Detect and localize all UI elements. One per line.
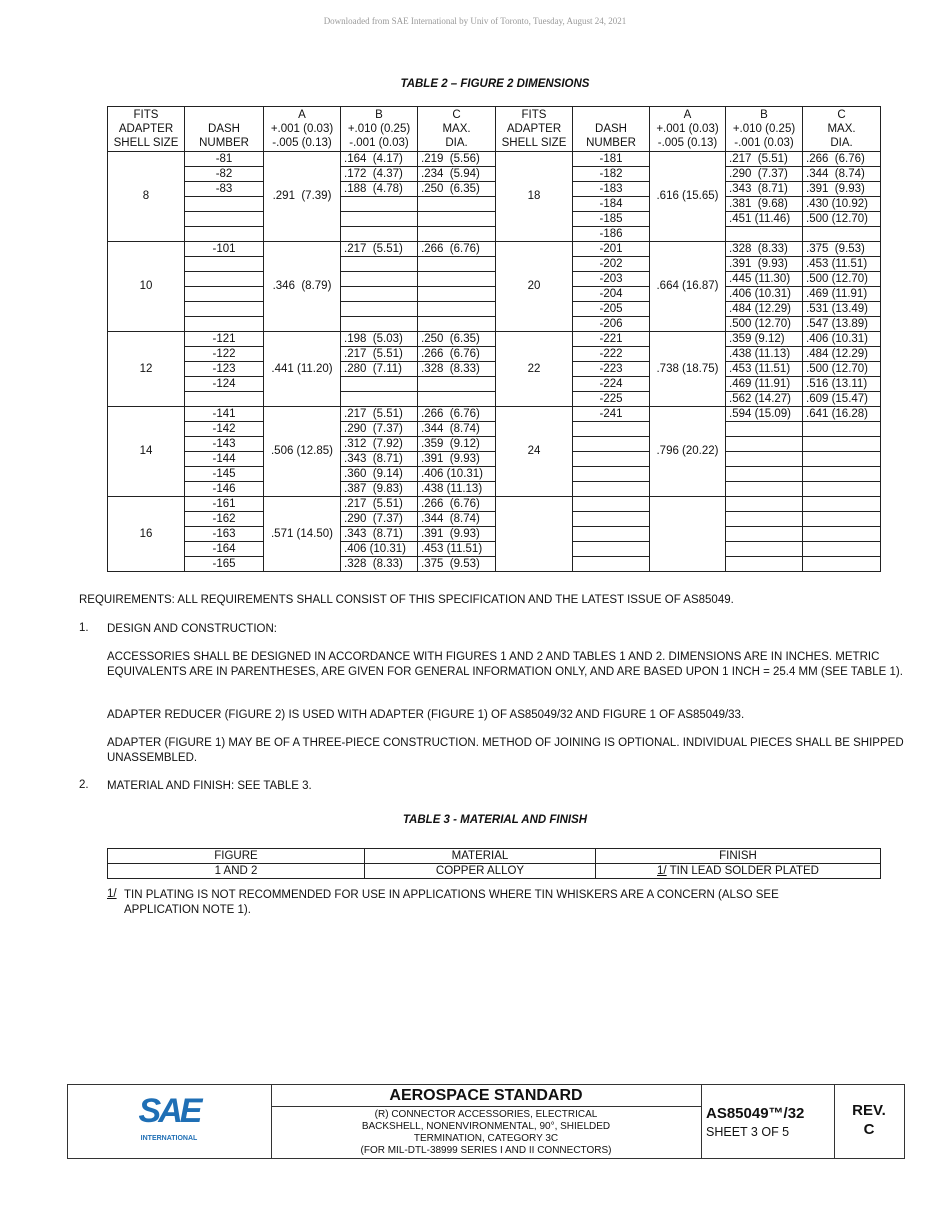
right-shell-size-cell: 24 (496, 407, 573, 497)
right-dim-b-cell (726, 512, 803, 527)
left-dim-b-cell (341, 317, 418, 332)
left-dim-c-cell: .453 (11.51) (418, 542, 496, 557)
header-a: A +.001 (0.03) -.005 (0.13) (650, 107, 726, 152)
table-row (108, 362, 881, 377)
left-dash-number-cell (185, 257, 264, 272)
right-dash-number-cell: -182 (573, 167, 650, 182)
right-dash-number-cell (573, 437, 650, 452)
table-row (108, 287, 881, 302)
right-shell-size-cell: 20 (496, 242, 573, 332)
right-dim-b-cell: .328 (8.33) (726, 242, 803, 257)
left-dim-b-cell (341, 392, 418, 407)
right-dash-number-cell: -184 (573, 197, 650, 212)
right-dash-number-cell: -202 (573, 257, 650, 272)
table-row (108, 542, 881, 557)
left-dim-c-cell (418, 317, 496, 332)
right-dim-c-cell: .500 (12.70) (803, 212, 881, 227)
left-dim-b-cell (341, 272, 418, 287)
right-dim-a-cell: .738 (18.75) (650, 332, 726, 407)
right-dash-number-cell: -241 (573, 407, 650, 422)
left-dim-c-cell (418, 212, 496, 227)
left-dim-b-cell: .290 (7.37) (341, 512, 418, 527)
right-dim-b-cell: .562 (14.27) (726, 392, 803, 407)
right-shell-size-cell: 18 (496, 152, 573, 242)
right-dash-number-cell: -204 (573, 287, 650, 302)
right-dim-b-cell: .451 (11.46) (726, 212, 803, 227)
left-dim-b-cell (341, 287, 418, 302)
cell-figure: 1 AND 2 (108, 864, 365, 879)
right-dash-number-cell (573, 482, 650, 497)
right-dim-b-cell (726, 542, 803, 557)
left-dim-b-cell (341, 227, 418, 242)
left-dash-number-cell: -145 (185, 467, 264, 482)
left-dash-number-cell: -162 (185, 512, 264, 527)
table-row (108, 527, 881, 542)
left-dim-b-cell: .406 (10.31) (341, 542, 418, 557)
header-c: C MAX. DIA. (803, 107, 881, 152)
left-dim-a-cell: .506 (12.85) (264, 407, 341, 497)
right-dim-c-cell: .453 (11.51) (803, 257, 881, 272)
document-number-block (701, 1085, 835, 1158)
left-dim-b-cell: .360 (9.14) (341, 467, 418, 482)
left-dim-b-cell: .387 (9.83) (341, 482, 418, 497)
right-dim-b-cell: .594 (15.09) (726, 407, 803, 422)
left-dash-number-cell (185, 287, 264, 302)
right-dim-c-cell (803, 557, 881, 572)
left-dim-c-cell: .391 (9.93) (418, 527, 496, 542)
table-row (108, 512, 881, 527)
left-dim-c-cell: .266 (6.76) (418, 407, 496, 422)
left-dash-number-cell: -83 (185, 182, 264, 197)
left-dim-b-cell: .217 (5.51) (341, 407, 418, 422)
table3-data-row (108, 864, 881, 879)
table-row (108, 317, 881, 332)
left-dash-number-cell: -81 (185, 152, 264, 167)
standard-heading: AEROSPACE STANDARD (271, 1085, 701, 1107)
sheet-number: SHEET 3 OF 5 (706, 1125, 790, 1139)
left-dash-number-cell: -143 (185, 437, 264, 452)
header-dash: DASH NUMBER (185, 107, 264, 152)
left-dim-b-cell: .198 (5.03) (341, 332, 418, 347)
table-row (108, 422, 881, 437)
cell-material: COPPER ALLOY (365, 864, 596, 879)
table-row (108, 392, 881, 407)
right-dim-b-cell (726, 467, 803, 482)
left-dim-b-cell: .217 (5.51) (341, 242, 418, 257)
left-dim-c-cell (418, 302, 496, 317)
left-dim-c-cell (418, 392, 496, 407)
left-dim-b-cell: .290 (7.37) (341, 422, 418, 437)
left-dash-number-cell: -144 (185, 452, 264, 467)
left-dash-number-cell: -165 (185, 557, 264, 572)
left-dim-b-cell: .217 (5.51) (341, 347, 418, 362)
table-row (108, 377, 881, 392)
left-shell-size-cell: 16 (108, 497, 185, 572)
right-shell-size-cell: 22 (496, 332, 573, 407)
header-figure: FIGURE (108, 849, 365, 864)
right-dash-number-cell (573, 512, 650, 527)
left-dim-c-cell (418, 227, 496, 242)
right-dim-b-cell: .438 (11.13) (726, 347, 803, 362)
left-dash-number-cell: -141 (185, 407, 264, 422)
header-b: B +.010 (0.25) -.001 (0.03) (341, 107, 418, 152)
right-dim-c-cell: .344 (8.74) (803, 167, 881, 182)
right-dim-b-cell: .343 (8.71) (726, 182, 803, 197)
right-dash-number-cell: -222 (573, 347, 650, 362)
header-a: A +.001 (0.03) -.005 (0.13) (264, 107, 341, 152)
right-dim-b-cell (726, 227, 803, 242)
right-dim-c-cell (803, 497, 881, 512)
right-dim-c-cell: .641 (16.28) (803, 407, 881, 422)
right-dash-number-cell: -181 (573, 152, 650, 167)
right-dim-b-cell: .453 (11.51) (726, 362, 803, 377)
table-row (108, 332, 881, 347)
left-dim-c-cell: .234 (5.94) (418, 167, 496, 182)
left-dash-number-cell: -146 (185, 482, 264, 497)
left-dim-b-cell (341, 302, 418, 317)
left-dim-c-cell (418, 377, 496, 392)
table-row (108, 557, 881, 572)
right-dim-a-cell (650, 497, 726, 572)
table-row (108, 152, 881, 167)
table-row (108, 272, 881, 287)
right-dash-number-cell (573, 557, 650, 572)
download-watermark: Downloaded from SAE International by Univ of Toronto, Tuesday, August 24, 2021 (323, 16, 627, 26)
header-material: MATERIAL (365, 849, 596, 864)
table-row (108, 437, 881, 452)
right-dim-c-cell: .516 (13.11) (803, 377, 881, 392)
right-dim-c-cell (803, 542, 881, 557)
right-dim-a-cell: .664 (16.87) (650, 242, 726, 332)
section2-heading: MATERIAL AND FINISH: SEE TABLE 3. (107, 780, 312, 792)
left-dash-number-cell: -163 (185, 527, 264, 542)
right-dash-number-cell: -183 (573, 182, 650, 197)
table2-title: TABLE 2 – FIGURE 2 DIMENSIONS (400, 78, 590, 90)
cell-finish (596, 864, 881, 879)
right-dim-c-cell: .484 (12.29) (803, 347, 881, 362)
left-dash-number-cell (185, 197, 264, 212)
right-dim-b-cell: .381 (9.68) (726, 197, 803, 212)
section1-paragraph-1: ACCESSORIES SHALL BE DESIGNED IN ACCORDANCE WITH FIGURES 1 AND 2 AND TABLES 1 AND 2. DIMENSIONS ARE IN INCHES. METRIC EQUIVALENTS ARE IN PARENTHESES, ARE GIVEN FOR GENERAL INFORMATION ONLY, AND ARE BASED UPON 1 INCH = 25.4 MM (SEE TABLE 1). (107, 651, 903, 678)
left-dash-number-cell: -124 (185, 377, 264, 392)
left-shell-size-cell: 10 (108, 242, 185, 332)
left-dim-c-cell: .375 (9.53) (418, 557, 496, 572)
left-dim-c-cell: .344 (8.74) (418, 422, 496, 437)
title-block-description (271, 1085, 702, 1158)
right-dash-number-cell (573, 542, 650, 557)
right-dim-c-cell: .500 (12.70) (803, 272, 881, 287)
sae-logo-mark (68, 1085, 271, 1158)
header-c: C MAX. DIA. (418, 107, 496, 152)
right-dim-c-cell (803, 512, 881, 527)
right-shell-size-cell (496, 497, 573, 572)
left-dim-b-cell: .328 (8.33) (341, 557, 418, 572)
left-dash-number-cell (185, 392, 264, 407)
document-description: (R) CONNECTOR ACCESSORIES, ELECTRICAL BACKSHELL, NONENVIRONMENTAL, 90°, SHIELDED TERMINATION, CATEGORY 3C (FOR MIL-DTL-38999 SERIES I AND II CONNECTORS) (360, 1109, 612, 1156)
left-dash-number-cell: -122 (185, 347, 264, 362)
left-dim-b-cell (341, 197, 418, 212)
left-dim-c-cell: .266 (6.76) (418, 242, 496, 257)
left-dash-number-cell (185, 302, 264, 317)
table-row (108, 452, 881, 467)
left-dim-b-cell: .280 (7.11) (341, 362, 418, 377)
left-dim-b-cell: .312 (7.92) (341, 437, 418, 452)
right-dim-a-cell: .616 (15.65) (650, 152, 726, 242)
left-dash-number-cell: -164 (185, 542, 264, 557)
left-dim-b-cell (341, 377, 418, 392)
right-dim-c-cell (803, 422, 881, 437)
right-dim-c-cell: .500 (12.70) (803, 362, 881, 377)
table3-header-row (108, 849, 881, 864)
header-dash: DASH NUMBER (573, 107, 650, 152)
right-dash-number-cell: -223 (573, 362, 650, 377)
right-dim-b-cell: .484 (12.29) (726, 302, 803, 317)
right-dash-number-cell: -203 (573, 272, 650, 287)
left-shell-size-cell: 8 (108, 152, 185, 242)
left-dim-c-cell: .344 (8.74) (418, 512, 496, 527)
right-dim-b-cell: .359 (9.12) (726, 332, 803, 347)
left-dash-number-cell (185, 317, 264, 332)
right-dash-number-cell: -186 (573, 227, 650, 242)
document-number: AS85049™/32 (706, 1105, 805, 1122)
revision-value: C (863, 1121, 875, 1138)
section1-paragraph-3: ADAPTER (FIGURE 1) MAY BE OF A THREE-PIECE CONSTRUCTION. METHOD OF JOINING IS OPTIONAL. INDIVIDUAL PIECES SHALL BE SHIPPED UNASSEMBLED. (107, 737, 904, 764)
left-dim-c-cell: .438 (11.13) (418, 482, 496, 497)
left-dim-c-cell: .406 (10.31) (418, 467, 496, 482)
table-header-row (108, 107, 881, 152)
table-row (108, 167, 881, 182)
left-dim-c-cell (418, 272, 496, 287)
table-row (108, 497, 881, 512)
title-block (67, 1084, 905, 1159)
right-dim-b-cell (726, 452, 803, 467)
right-dash-number-cell (573, 452, 650, 467)
left-dash-number-cell: -121 (185, 332, 264, 347)
right-dash-number-cell: -201 (573, 242, 650, 257)
right-dim-b-cell: .469 (11.91) (726, 377, 803, 392)
table-row (108, 302, 881, 317)
left-dim-b-cell (341, 257, 418, 272)
requirements-statement: REQUIREMENTS: ALL REQUIREMENTS SHALL CONSIST OF THIS SPECIFICATION AND THE LATEST ISSUE OF AS85049. (79, 594, 734, 606)
footnote-ref: 1/ (657, 865, 667, 877)
header-finish: FINISH (596, 849, 881, 864)
revision-block (834, 1085, 904, 1158)
right-dash-number-cell: -206 (573, 317, 650, 332)
right-dim-c-cell: .375 (9.53) (803, 242, 881, 257)
left-dim-c-cell: .328 (8.33) (418, 362, 496, 377)
left-dash-number-cell: -82 (185, 167, 264, 182)
left-dim-c-cell: .250 (6.35) (418, 332, 496, 347)
table-row (108, 242, 881, 257)
section1-heading: DESIGN AND CONSTRUCTION: (107, 623, 277, 635)
table-row (108, 197, 881, 212)
right-dash-number-cell (573, 527, 650, 542)
right-dash-number-cell: -205 (573, 302, 650, 317)
left-dash-number-cell: -101 (185, 242, 264, 257)
left-dim-c-cell: .359 (9.12) (418, 437, 496, 452)
left-dim-c-cell (418, 287, 496, 302)
left-dim-b-cell: .164 (4.17) (341, 152, 418, 167)
finish-text: TIN LEAD SOLDER PLATED (666, 865, 819, 877)
table-row (108, 482, 881, 497)
right-dash-number-cell: -221 (573, 332, 650, 347)
left-dim-a-cell: .291 (7.39) (264, 152, 341, 242)
right-dim-c-cell (803, 452, 881, 467)
right-dim-c-cell (803, 467, 881, 482)
right-dash-number-cell: -225 (573, 392, 650, 407)
right-dim-c-cell: .469 (11.91) (803, 287, 881, 302)
right-dim-b-cell (726, 482, 803, 497)
left-dim-b-cell (341, 212, 418, 227)
sae-logo (68, 1085, 272, 1158)
section1-number: 1. (79, 622, 89, 634)
table3-title: TABLE 3 - MATERIAL AND FINISH (402, 814, 588, 826)
right-dim-c-cell (803, 527, 881, 542)
right-dim-c-cell: .406 (10.31) (803, 332, 881, 347)
right-dim-c-cell (803, 482, 881, 497)
left-dim-b-cell: .188 (4.78) (341, 182, 418, 197)
revision-label: REV. (852, 1102, 886, 1119)
left-dim-a-cell: .571 (14.50) (264, 497, 341, 572)
table-row (108, 182, 881, 197)
left-dim-c-cell (418, 197, 496, 212)
right-dim-c-cell: .609 (15.47) (803, 392, 881, 407)
left-dash-number-cell (185, 272, 264, 287)
table-row (108, 212, 881, 227)
header-fits: FITS ADAPTER SHELL SIZE (496, 107, 573, 152)
left-dim-b-cell: .172 (4.37) (341, 167, 418, 182)
left-shell-size-cell: 12 (108, 332, 185, 407)
right-dim-b-cell (726, 497, 803, 512)
left-dash-number-cell: -161 (185, 497, 264, 512)
table-row (108, 407, 881, 422)
right-dim-b-cell (726, 527, 803, 542)
right-dash-number-cell (573, 497, 650, 512)
material-finish-table (107, 848, 881, 879)
left-dash-number-cell: -142 (185, 422, 264, 437)
right-dim-c-cell: .391 (9.93) (803, 182, 881, 197)
right-dim-c-cell: .266 (6.76) (803, 152, 881, 167)
left-shell-size-cell: 14 (108, 407, 185, 497)
section2-number: 2. (79, 779, 89, 791)
right-dim-b-cell (726, 557, 803, 572)
header-b: B +.010 (0.25) -.001 (0.03) (726, 107, 803, 152)
dimensions-table (107, 106, 881, 572)
right-dim-b-cell: .290 (7.37) (726, 167, 803, 182)
left-dim-c-cell: .250 (6.35) (418, 182, 496, 197)
section1-paragraph-2: ADAPTER REDUCER (FIGURE 2) IS USED WITH ADAPTER (FIGURE 1) OF AS85049/32 AND FIGURE 1 OF AS85049/33. (107, 709, 745, 721)
right-dim-b-cell: .217 (5.51) (726, 152, 803, 167)
table-row (108, 347, 881, 362)
right-dash-number-cell: -224 (573, 377, 650, 392)
right-dim-b-cell: .391 (9.93) (726, 257, 803, 272)
left-dim-c-cell: .219 (5.56) (418, 152, 496, 167)
header-fits: FITS ADAPTER SHELL SIZE (108, 107, 185, 152)
right-dim-b-cell (726, 422, 803, 437)
sae-logo-letters: SAE (138, 1092, 200, 1130)
right-dim-a-cell: .796 (20.22) (650, 407, 726, 497)
left-dash-number-cell: -123 (185, 362, 264, 377)
table-row (108, 257, 881, 272)
table-row (108, 467, 881, 482)
right-dim-c-cell (803, 437, 881, 452)
left-dash-number-cell (185, 212, 264, 227)
sae-logo-subtitle: INTERNATIONAL (140, 1135, 198, 1142)
right-dash-number-cell: -185 (573, 212, 650, 227)
left-dim-c-cell: .266 (6.76) (418, 347, 496, 362)
left-dim-b-cell: .343 (8.71) (341, 452, 418, 467)
right-dim-c-cell: .547 (13.89) (803, 317, 881, 332)
left-dim-a-cell: .346 (8.79) (264, 242, 341, 332)
left-dim-c-cell: .266 (6.76) (418, 497, 496, 512)
right-dim-c-cell: .430 (10.92) (803, 197, 881, 212)
right-dim-b-cell: .445 (11.30) (726, 272, 803, 287)
right-dim-c-cell: .531 (13.49) (803, 302, 881, 317)
table-row (108, 227, 881, 242)
left-dim-c-cell: .391 (9.93) (418, 452, 496, 467)
right-dash-number-cell (573, 467, 650, 482)
left-dim-b-cell: .217 (5.51) (341, 497, 418, 512)
right-dim-b-cell (726, 437, 803, 452)
footnote-text: TIN PLATING IS NOT RECOMMENDED FOR USE IN APPLICATIONS WHERE TIN WHISKERS ARE A CONCERN (ALSO SEE APPLICATION NOTE 1). (124, 889, 779, 916)
right-dim-c-cell (803, 227, 881, 242)
right-dash-number-cell (573, 422, 650, 437)
left-dim-c-cell (418, 257, 496, 272)
right-dim-b-cell: .406 (10.31) (726, 287, 803, 302)
footnote-mark: 1/ (107, 888, 117, 900)
left-dash-number-cell (185, 227, 264, 242)
left-dim-b-cell: .343 (8.71) (341, 527, 418, 542)
right-dim-b-cell: .500 (12.70) (726, 317, 803, 332)
left-dim-a-cell: .441 (11.20) (264, 332, 341, 407)
